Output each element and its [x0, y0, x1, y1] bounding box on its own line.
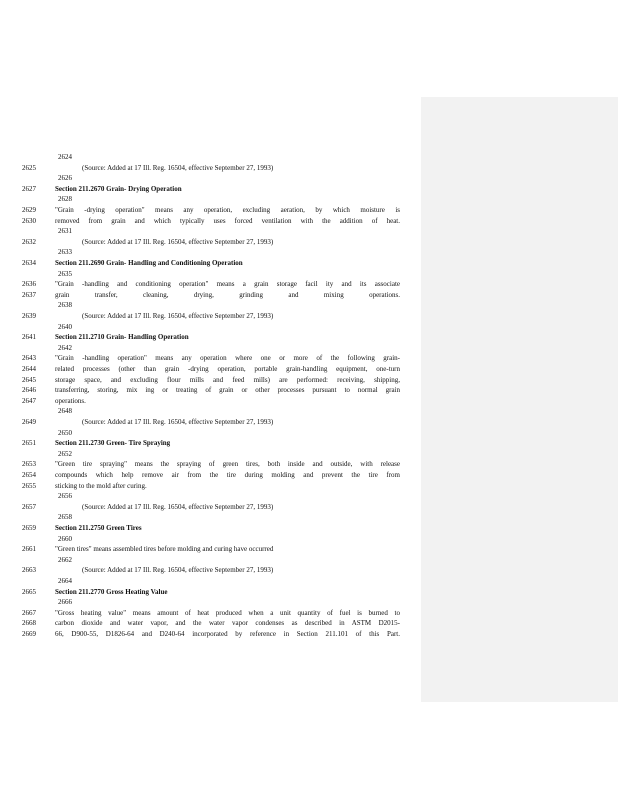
line-number: 2644: [22, 365, 36, 373]
line-number: 2651: [22, 439, 36, 448]
line-number: 2647: [22, 396, 36, 405]
source-note: (Source: Added at 17 Ill. Reg. 16504, effective September 27, 1993): [82, 566, 274, 575]
line-number: 2657: [22, 502, 36, 511]
blank-line-number: 2660: [58, 534, 72, 543]
line-number: 2634: [22, 259, 36, 267]
document-line: [0, 163, 420, 174]
blank-line-number: 2626: [58, 174, 72, 183]
document-line: [0, 300, 420, 311]
blank-line-number: 2633: [58, 248, 72, 257]
document-line: [0, 332, 420, 343]
document-line: [0, 194, 420, 205]
line-number: 2629: [22, 206, 36, 214]
body-text: operations.: [55, 396, 86, 405]
source-note: (Source: Added at 17 Ill. Reg. 16504, effective September 27, 1993): [82, 418, 274, 426]
document-line: [0, 597, 420, 608]
line-number: 2625: [22, 163, 36, 172]
line-number: 2643: [22, 354, 36, 363]
line-number: 2632: [22, 237, 36, 246]
section-heading: Section 211.2670 Grain- Drying Operation: [55, 184, 182, 193]
document-line: [0, 184, 420, 195]
document-line: [0, 364, 420, 375]
source-note: (Source: Added at 17 Ill. Reg. 16504, effective September 27, 1993): [82, 163, 274, 172]
document-line: [0, 343, 420, 354]
body-text: "Grain -handling operation" means any operation where one or more of the following grain-: [55, 354, 400, 363]
line-number: 2636: [22, 280, 36, 289]
body-text: transferring, storing, mix ing or treating of grain or other processes pursuant to normal grain: [55, 386, 400, 395]
body-text: storage space, and excluding flour mills and feed mills) are performed: receiving, shipping,: [55, 375, 400, 384]
document-line: [0, 290, 420, 301]
document-line: [0, 226, 420, 237]
section-heading: Section 211.2770 Gross Heating Value: [55, 587, 168, 596]
line-number: 2655: [22, 481, 36, 490]
document-line: [0, 353, 420, 364]
line-number: 2646: [22, 386, 36, 395]
document-line: [0, 459, 420, 470]
body-text: "Grain -handling and conditioning operation" means a grain storage facil ity and its associate: [55, 280, 400, 289]
blank-line-number: 2631: [58, 227, 72, 236]
source-note: (Source: Added at 17 Ill. Reg. 16504, effective September 27, 1993): [82, 502, 274, 511]
body-text: related processes (other than grain -drying operation, portable grain-handling equipment, one-turn: [55, 365, 400, 373]
document-line: [0, 491, 420, 502]
document-line: [0, 523, 420, 534]
line-number: 2668: [22, 619, 36, 628]
document-line: [0, 322, 420, 333]
line-number: 2649: [22, 418, 36, 426]
document-line: [0, 629, 420, 640]
body-text: "Green tire spraying" means the spraying of green tires, both inside and outside, with release: [55, 460, 400, 469]
section-heading: Section 211.2710 Grain- Handling Operation: [55, 333, 189, 342]
document-line: [0, 258, 420, 269]
body-text: carbon dioxide and water vapor, and the water vapor condenses as described in ASTM D2015-: [55, 619, 400, 628]
line-number: 2665: [22, 587, 36, 596]
source-note: (Source: Added at 17 Ill. Reg. 16504, effective September 27, 1993): [82, 312, 274, 320]
document-line: [0, 544, 420, 555]
document-line: [0, 279, 420, 290]
line-number: 2641: [22, 333, 36, 342]
source-note: (Source: Added at 17 Ill. Reg. 16504, effective September 27, 1993): [82, 237, 274, 246]
line-number: 2667: [22, 608, 36, 617]
document-line: [0, 406, 420, 417]
blank-line-number: 2642: [58, 343, 72, 352]
document-line: [0, 247, 420, 258]
document-line: [0, 618, 420, 629]
body-text: compounds which help remove air from the tire during molding and prevent the tire from: [55, 471, 400, 479]
blank-line-number: 2658: [58, 513, 72, 522]
body-text: removed from grain and which typically uses forced ventilation with the addition of heat.: [55, 216, 400, 225]
body-text: grain transfer, cleaning, drying, grinding and mixing operations.: [55, 290, 400, 299]
document-line: [0, 512, 420, 523]
document-line: [0, 534, 420, 545]
document-line: [0, 587, 420, 598]
section-heading: Section 211.2690 Grain- Handling and Conditioning Operation: [55, 259, 243, 267]
document-line: [0, 216, 420, 227]
document-line: [0, 385, 420, 396]
document-line: [0, 375, 420, 386]
body-text: "Green tires" means assembled tires before molding and curing have occurred: [55, 545, 274, 554]
document-line: [0, 502, 420, 513]
comment-margin-pane: [421, 97, 618, 702]
section-heading: Section 211.2750 Green Tires: [55, 524, 142, 532]
body-text: "Gross heating value" means amount of heat produced when a unit quantity of fuel is burned to: [55, 608, 400, 617]
body-text: sticking to the mold after curing.: [55, 481, 147, 490]
document-line: [0, 481, 420, 492]
line-number: 2659: [22, 524, 36, 532]
line-number: 2639: [22, 312, 36, 320]
blank-line-number: 2624: [58, 153, 72, 161]
line-number: 2653: [22, 460, 36, 469]
line-number: 2630: [22, 216, 36, 225]
document-line: [0, 428, 420, 439]
line-number: 2669: [22, 630, 36, 638]
document-line: [0, 269, 420, 280]
blank-line-number: 2664: [58, 577, 72, 585]
blank-line-number: 2638: [58, 301, 72, 310]
blank-line-number: 2650: [58, 428, 72, 437]
body-text: "Grain -drying operation" means any operation, excluding aeration, by which moisture is: [55, 206, 400, 214]
blank-line-number: 2628: [58, 195, 72, 204]
blank-line-number: 2640: [58, 322, 72, 331]
blank-line-number: 2635: [58, 269, 72, 278]
document-line: [0, 576, 420, 587]
blank-line-number: 2652: [58, 449, 72, 458]
document-line: [0, 237, 420, 248]
document-line: [0, 438, 420, 449]
document-line: [0, 311, 420, 322]
blank-line-number: 2656: [58, 492, 72, 501]
document-line: [0, 205, 420, 216]
section-heading: Section 211.2730 Green- Tire Spraying: [55, 439, 171, 448]
document-line: [0, 417, 420, 428]
line-number: 2637: [22, 290, 36, 299]
document-line: [0, 555, 420, 566]
blank-line-number: 2666: [58, 598, 72, 607]
document-line: [0, 173, 420, 184]
line-number: 2627: [22, 184, 36, 193]
line-number: 2654: [22, 471, 36, 479]
document-line: [0, 470, 420, 481]
line-number: 2645: [22, 375, 36, 384]
document-line: [0, 565, 420, 576]
document-line: [0, 396, 420, 407]
document-line: [0, 152, 420, 163]
document-line: [0, 449, 420, 460]
body-text: 66, D900-55, D1826-64 and D240-64 incorporated by reference in Section 211.101 of this Part.: [55, 630, 400, 638]
line-number: 2663: [22, 566, 36, 575]
blank-line-number: 2648: [58, 407, 72, 416]
document-line: [0, 608, 420, 619]
line-number: 2661: [22, 545, 36, 554]
blank-line-number: 2662: [58, 555, 72, 564]
